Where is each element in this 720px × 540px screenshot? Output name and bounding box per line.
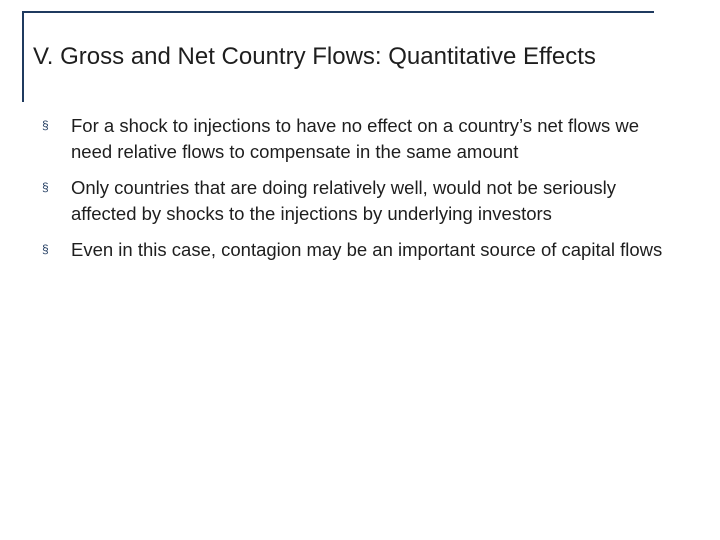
slide-title: V. Gross and Net Country Flows: Quantitative Effects <box>33 43 596 70</box>
bullet-text: Even in this case, contagion may be an important source of capital flows <box>71 239 663 260</box>
bullet-marker-icon: § <box>42 180 49 194</box>
bullet-text: Only countries that are doing relatively well, would not be seriously affected by shocks to the injections by underlying investors <box>71 177 617 224</box>
bullet-item <box>42 237 682 263</box>
bullet-marker-icon: § <box>42 118 49 132</box>
bullet-text: For a shock to injections to have no effect on a country’s net flows we need relative flows to compensate in the same amount <box>71 115 639 162</box>
bullet-marker-icon: § <box>42 242 49 256</box>
bullet-list <box>42 113 682 273</box>
bullet-item <box>42 175 682 227</box>
title-frame-left-line <box>22 11 24 102</box>
title-frame-top-line <box>23 11 654 13</box>
bullet-item <box>42 113 682 165</box>
